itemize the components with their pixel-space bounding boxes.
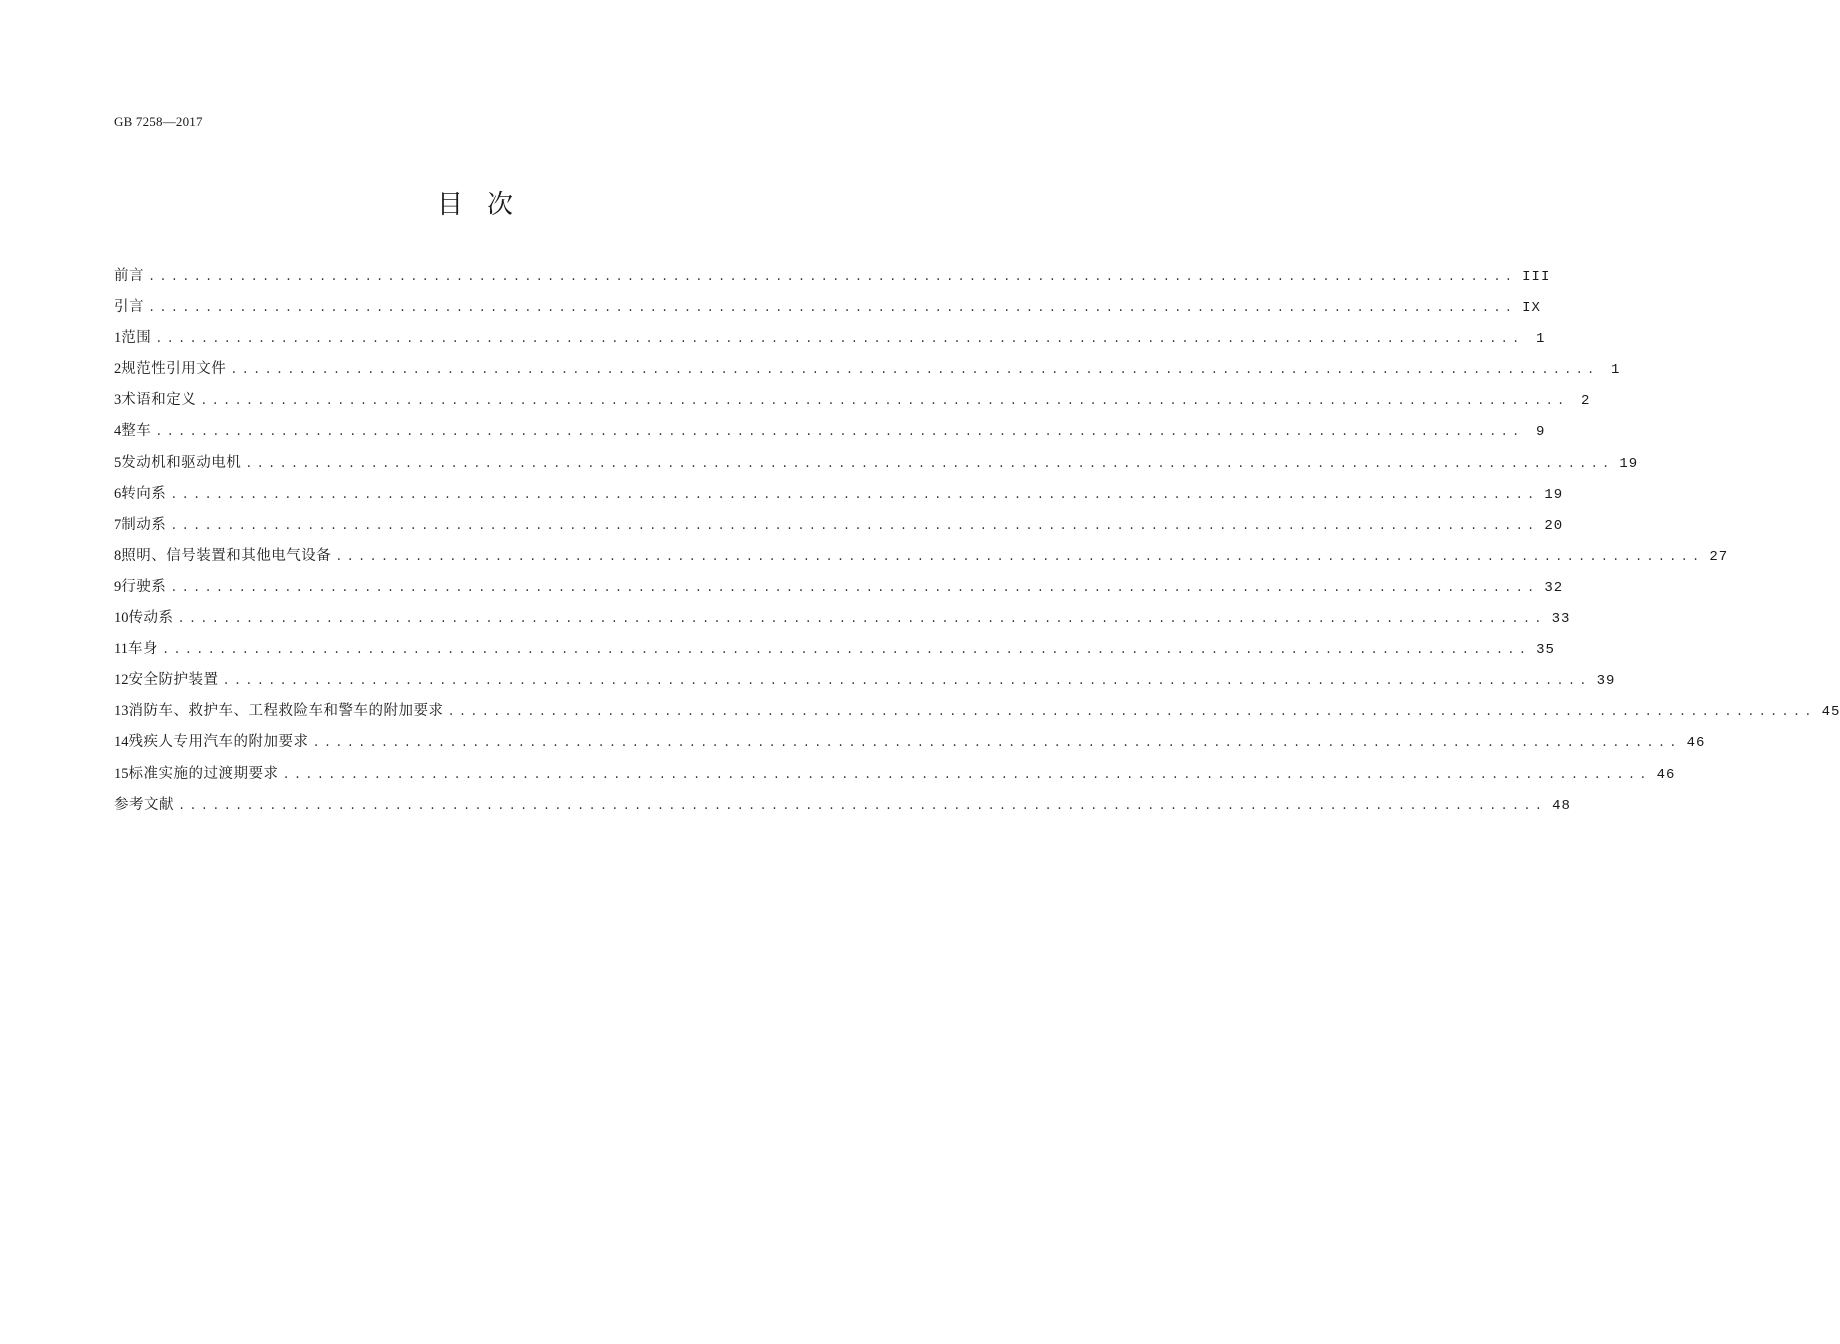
toc-entry-page: 20: [1544, 517, 1564, 534]
toc-entry[interactable]: [114, 510, 1564, 541]
toc-entry[interactable]: [114, 448, 1639, 479]
toc-entry[interactable]: [114, 572, 1564, 603]
toc-entry-label: 照明、信号装置和其他电气设备: [121, 547, 332, 564]
toc-entry[interactable]: [114, 261, 1551, 292]
dot-leader: ........................................................................................................................: [155, 332, 1524, 347]
toc-entry-page: 27: [1709, 548, 1729, 565]
toc-entry-number: 3: [114, 392, 122, 409]
dot-leader: ........................................................................................................................: [447, 705, 1816, 720]
toc-entry-number: 15: [114, 765, 129, 782]
dot-leader: ........................................................................................................................: [335, 549, 1704, 564]
toc-entry-page: 46: [1656, 766, 1676, 783]
toc-entry-page: 19: [1544, 486, 1564, 503]
toc-entry-page: 1: [1610, 362, 1621, 379]
toc-entry-number: 4: [114, 423, 122, 440]
toc-entry-page: 19: [1619, 455, 1639, 472]
dot-leader: ........................................................................................................................: [312, 736, 1681, 751]
standard-number: GB 7258—2017: [114, 114, 203, 129]
toc-entry-label: 残疾人专用汽车的附加要求: [128, 734, 309, 751]
toc-entry-number: 2: [114, 361, 122, 378]
toc-entry[interactable]: [114, 323, 1546, 354]
toc-entry[interactable]: [114, 696, 1840, 727]
toc-entry[interactable]: [114, 634, 1555, 665]
toc-entry-page: 35: [1536, 642, 1555, 659]
dot-leader: ........................................................................................................................: [200, 394, 1569, 409]
toc-entry-number: 6: [114, 485, 122, 502]
toc-entry-label: 整车: [121, 423, 152, 440]
toc-entry[interactable]: [114, 416, 1546, 447]
toc-entry-label: 制动系: [121, 516, 167, 533]
toc-entry[interactable]: [114, 292, 1541, 323]
toc-entry-page: 46: [1686, 735, 1706, 752]
toc-entry-label: 前言: [114, 268, 144, 284]
toc-entry-number: 14: [114, 734, 129, 751]
dot-leader: ........................................................................................................................: [148, 270, 1517, 284]
toc-entry-number: 9: [114, 578, 122, 595]
toc-entry-label: 消防车、救护车、工程救险车和警车的附加要求: [128, 703, 444, 720]
toc-entry-number: 1: [114, 330, 122, 347]
table-of-contents: [114, 261, 1840, 821]
toc-entry-page: 48: [1552, 797, 1571, 814]
toc-entry-number: 11: [114, 641, 128, 658]
dot-leader: ........................................................................................................................: [177, 612, 1546, 627]
dot-leader: ........................................................................................................................: [170, 487, 1539, 502]
toc-entry-label: 传动系: [128, 610, 174, 627]
toc-entry-label: 术语和定义: [121, 392, 197, 409]
toc-entry[interactable]: [114, 479, 1564, 510]
toc-entry-number: 10: [114, 610, 129, 627]
toc-entry-number: 5: [114, 454, 122, 471]
toc-entry[interactable]: [114, 665, 1616, 696]
toc-entry-label: 标准实施的过渡期要求: [128, 765, 279, 782]
toc-entry-page: III: [1522, 269, 1551, 285]
toc-entry-label: 车身: [127, 641, 158, 658]
toc-entry-label: 转向系: [121, 485, 167, 502]
dot-leader: ........................................................................................................................: [155, 425, 1524, 440]
toc-entry[interactable]: [114, 603, 1571, 634]
toc-entry-number: 7: [114, 516, 122, 533]
page-title: 目次: [436, 190, 537, 220]
toc-entry[interactable]: [114, 385, 1591, 416]
toc-entry-page: 32: [1544, 579, 1564, 596]
dot-leader: ........................................................................................................................: [282, 767, 1651, 782]
dot-leader: ........................................................................................................................: [161, 643, 1531, 658]
toc-entry-label: 范围: [121, 330, 152, 347]
dot-leader: ........................................................................................................................: [170, 518, 1539, 533]
toc-entry-label: 安全防护装置: [128, 672, 219, 689]
dot-leader: ........................................................................................................................: [245, 456, 1614, 471]
toc-entry[interactable]: [114, 541, 1729, 572]
dot-leader: ........................................................................................................................: [222, 674, 1591, 689]
toc-entry-label: 引言: [114, 299, 144, 316]
toc-entry-page: 2: [1580, 393, 1591, 410]
toc-entry-number: 12: [114, 672, 129, 689]
toc-entry[interactable]: [114, 759, 1676, 790]
toc-entry-page: 9: [1535, 424, 1546, 441]
toc-entry[interactable]: [114, 727, 1706, 758]
toc-entry-page: 45: [1821, 704, 1840, 721]
toc-entry-number: 13: [114, 703, 129, 720]
toc-entry-page: 39: [1596, 673, 1616, 690]
toc-entry-page: 33: [1551, 611, 1571, 628]
toc-entry-label: 行驶系: [121, 578, 167, 595]
toc-entry[interactable]: [114, 790, 1571, 821]
toc-entry-page: 1: [1535, 331, 1546, 348]
dot-leader: ........................................................................................................................: [230, 363, 1599, 378]
dot-leader: ........................................................................................................................: [178, 798, 1547, 813]
dot-leader: ........................................................................................................................: [148, 301, 1517, 316]
toc-entry[interactable]: [114, 354, 1621, 385]
toc-entry-label: 参考文献: [114, 796, 174, 813]
toc-entry-label: 发动机和驱动电机: [121, 454, 242, 471]
toc-entry-number: 8: [114, 547, 122, 564]
toc-entry-page: IX: [1522, 300, 1541, 317]
dot-leader: ........................................................................................................................: [170, 580, 1539, 595]
toc-entry-label: 规范性引用文件: [121, 361, 227, 378]
